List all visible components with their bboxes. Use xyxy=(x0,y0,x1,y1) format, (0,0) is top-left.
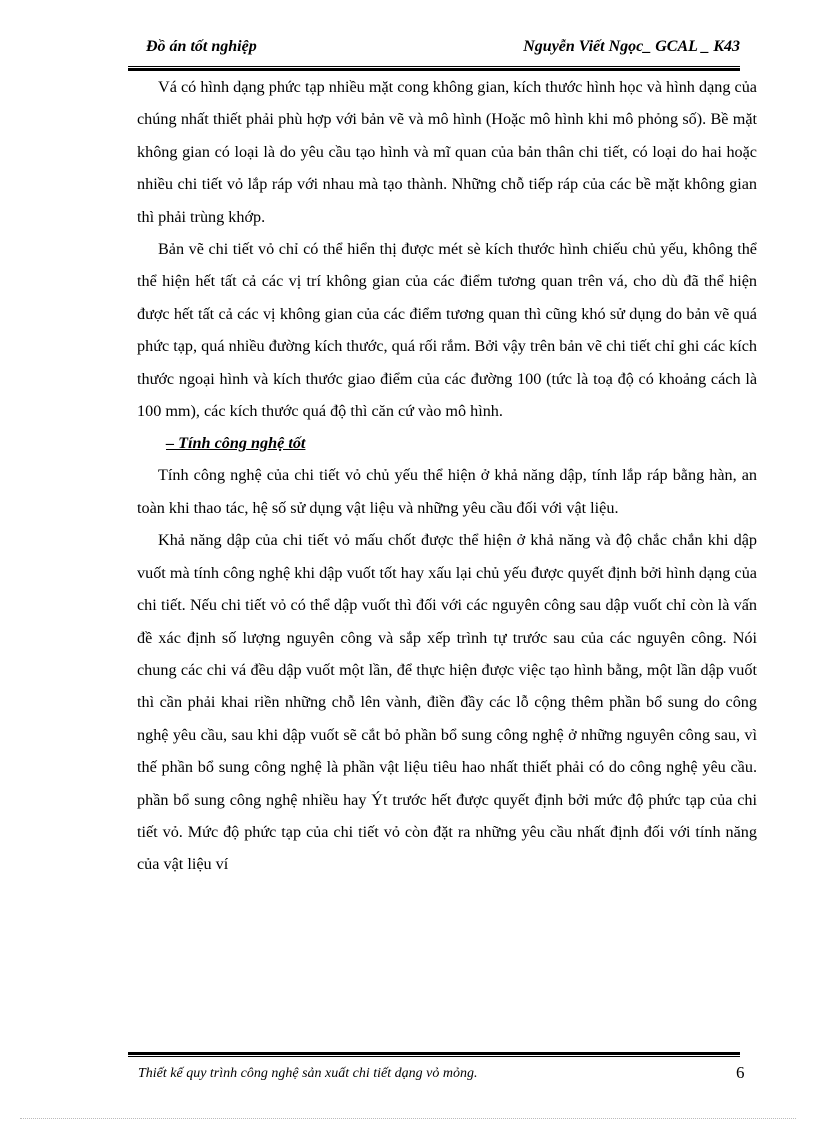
paragraph-3: Tính công nghệ của chi tiết vỏ chủ yếu thể hiện ở khả năng dập, tính lắp ráp bằng hàn, an toàn khi thao tác, hệ số sử dụng vật liệu và những yêu cầu đối với vật liệu. xyxy=(137,466,757,517)
header-document-title: Đồ án tốt nghiệp xyxy=(146,38,257,55)
page-body xyxy=(137,71,757,881)
footer-divider xyxy=(128,1052,740,1057)
page-number: 6 xyxy=(736,1063,745,1082)
paragraph-4: Khả năng dập của chi tiết vỏ mấu chốt được thể hiện ở khả năng và độ chắc chắn khi dập vuốt mà tính công nghệ khi dập vuốt tốt hay xấu lại chủ yếu được quyết định bởi hình dạng của chi tiết. Nếu chi tiết vỏ có thể dập vuốt thì đối với các nguyên công sau dập vuốt chỉ còn là vấn đề xác định số lượng nguyên công và sắp xếp trình tự trước sau của các nguyên công. Nói chung các chi vá đều dập vuốt một lần, để thực hiện được việc tạo hình bằng, một lần dập vuốt thì cần phải khai riền những chỗ lên vành, điền đầy các lỗ cộng thêm phần bổ sung do công nghệ yêu cầu, sau khi dập vuốt sẽ cắt bỏ phần bổ sung công nghệ ở những nguyên công sau, vì thế phần bổ sung công nghệ là phần vật liệu tiêu hao nhất thiết phải có do công nghệ yêu cầu. phần bổ sung công nghệ nhiều hay Ýt trước hết được quyết định bởi mức độ phức tạp của chi tiết vỏ. Mức độ phức tạp của chi tiết vỏ còn đặt ra những yêu cầu nhất định đối với tính năng của vật liệu ví xyxy=(137,531,757,874)
header-author: Nguyễn Viết Ngọc_ GCAL _ K43 xyxy=(523,38,740,55)
page-edge-divider xyxy=(20,1118,796,1119)
footer-caption: Thiết kế quy trình công nghệ sản xuất chi tiết dạng vỏ mỏng. xyxy=(138,1066,478,1081)
paragraph-2: Bản vẽ chi tiết vỏ chỉ có thể hiển thị được mét sè kích thước hình chiếu chủ yếu, không thể thể hiện hết tất cả các vị trí không gian của các điểm tương quan trên vá, cho dù đã thể hiện được hết tất cả các vị không gian của các điểm tương quan thì cũng khó sử dụng do bản vẽ quá phức tạp, quá nhiều đường kích thước, quá rối rắm. Bởi vậy trên bản vẽ chi tiết chỉ ghi các kích thước ngoại hình và kích thước giao điểm của các đường 100 (tức là toạ độ có khoảng cách là 100 mm), các kích thước quá độ thì căn cứ vào mô hình. xyxy=(137,240,757,421)
page-header xyxy=(136,38,740,60)
paragraph-1: Vá có hình dạng phức tạp nhiều mặt cong không gian, kích thước hình học và hình dạng của chúng nhất thiết phải phù hợp với bản vẽ và mô hình (Hoặc mô hình khi mô phỏng số). Bề mặt không gian có loại là do yêu cầu tạo hình và mĩ quan của bản thân chi tiết, có loại do hai hoặc nhiều chi tiết vỏ lắp ráp với nhau mà tạo thành. Những chỗ tiếp ráp của các bề mặt không gian thì phải trùng khớp. xyxy=(137,78,757,226)
section-heading: – Tính công nghệ tốt xyxy=(166,434,306,453)
